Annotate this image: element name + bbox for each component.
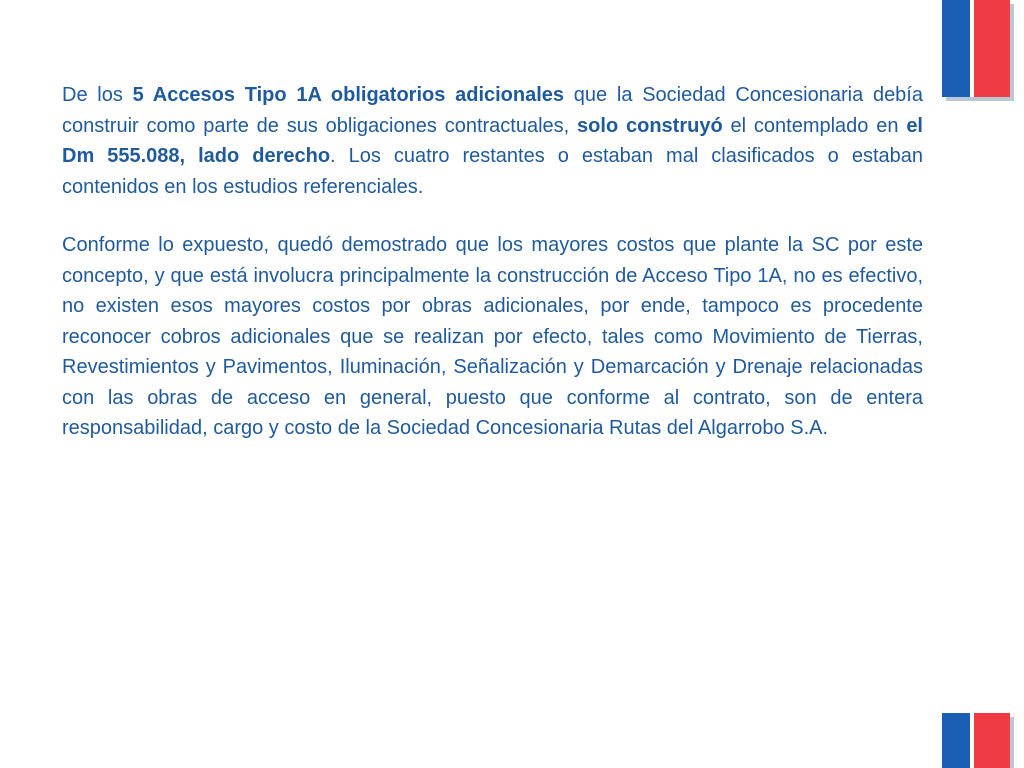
paragraph-1-bold-3: el Dm 555.088, lado derecho [62,114,923,167]
paragraph-1-bold-2: solo construyó [577,114,723,137]
paragraph-1-bold-1: 5 Accesos Tipo 1A obligatorios adicionales [132,84,565,106]
flag-red-stripe [974,713,1010,768]
paragraph-1-text-1: De los [62,84,133,106]
flag-blue-stripe [942,0,970,97]
slide-body [62,80,923,444]
paragraph-accesos [62,80,923,202]
flag-blue-stripe [942,713,970,768]
paragraph-1-text-3: el contemplado en [722,114,907,137]
flag-red-stripe [974,0,1010,97]
paragraph-1-text-4: . Los cuatro restantes o estaban mal clasificados o estaban contenidos en los estudios referenciales. [62,145,923,198]
bottom-flag-stripes-icon [942,713,1014,768]
paragraph-conforme: Conforme lo expuesto, quedó demostrado que los mayores costos que plante la SC por este concepto, y que está involucra principalmente la construcción de Acceso Tipo 1A, no es efectivo, no existen esos mayores costos por obras adicionales, por ende, tampoco es procedente reconocer cobros adicionales que se realizan por efecto, tales como Movimiento de Tierras, Revestimientos y Pavimentos, Iluminación, Señalización y Demarcación y Drenaje relacionadas con las obras de acceso en general, puesto que conforme al contrato, son de entera responsabilidad, cargo y costo de la Sociedad Concesionaria Rutas del Algarrobo S.A. [62,234,923,439]
top-flag-stripes-icon [942,0,1014,97]
paragraph-1-text-2: que la Sociedad Concesionaria debía construir como parte de sus obligaciones contractuales, [62,84,923,137]
